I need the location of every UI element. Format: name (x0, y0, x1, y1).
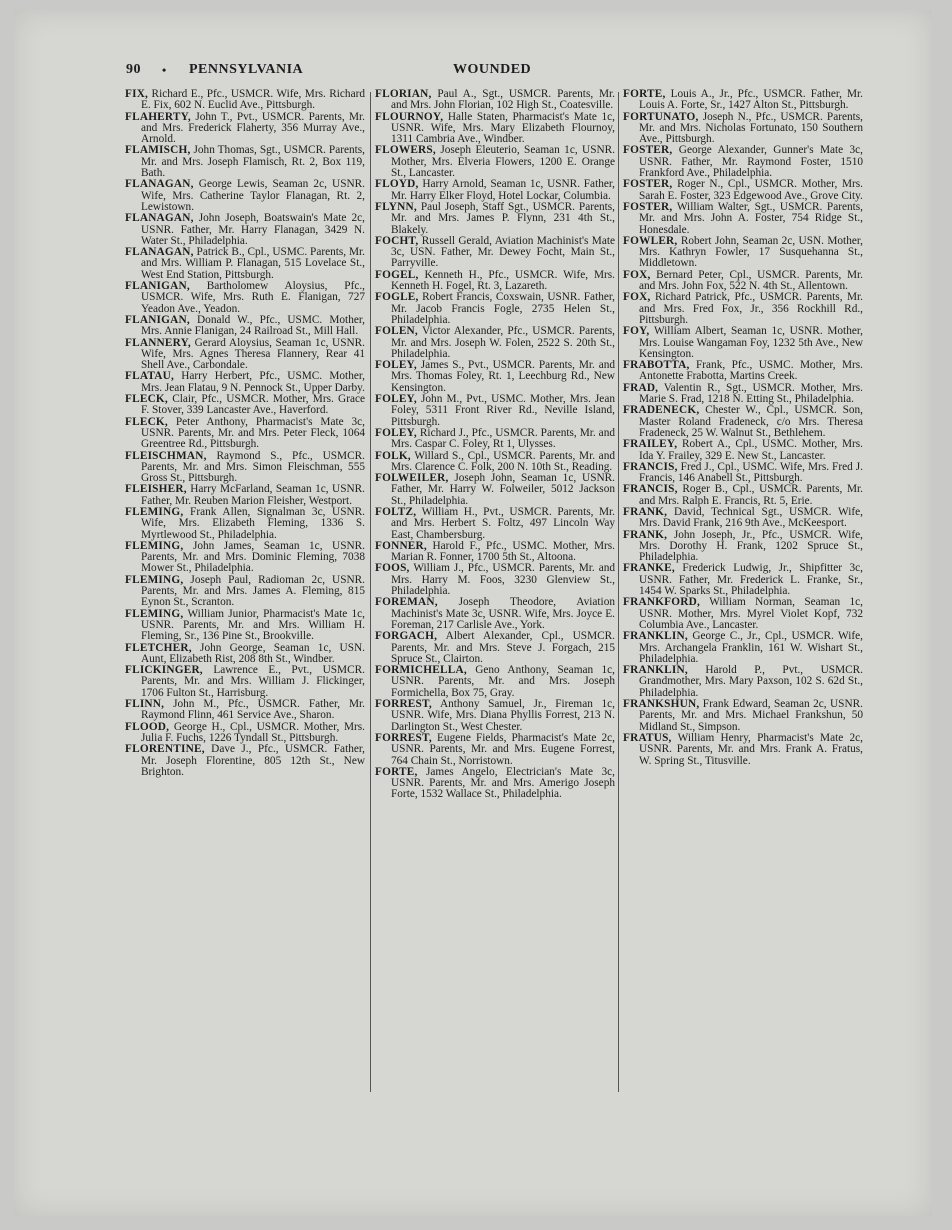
surname: FIX, (125, 88, 149, 100)
surname: FOCHT, (375, 234, 419, 247)
surname: FLANIGAN, (125, 313, 190, 326)
surname: FRANK, (623, 528, 668, 541)
entry-details: Valentin R., Sgt., USMCR. Mother, Mrs. Marie S. Frad, 1218 N. Etting St., Philadelphia. (639, 381, 863, 406)
casualty-entry (623, 665, 863, 699)
casualty-entry (375, 236, 615, 270)
casualty-entry (375, 767, 615, 801)
surname: FOLEY, (375, 359, 417, 372)
entry-details: William Junior, Pharmacist's Mate 1c, USNR. Parents, Mr. and Mrs. William H. Fleming, Sr., 136 Pine St., Brookville. (141, 607, 365, 643)
surname: FOY, (623, 325, 650, 338)
section-heading: WOUNDED (453, 62, 532, 77)
casualty-entry (125, 112, 365, 146)
casualty-entry (623, 597, 863, 631)
casualty-entry (375, 451, 615, 474)
entry-details: William H., Pvt., USMCR. Parents, Mr. and Mrs. Herbert S. Foltz, 497 Lincoln Way East, Chambersburg. (391, 505, 615, 541)
casualty-entry (375, 179, 615, 202)
entry-details: Joseph John, Seaman 1c, USNR. Father, Mr. Harry W. Folweiler, 5012 Jackson St., Philadelphia. (391, 472, 616, 507)
entry-details: William Walter, Sgt., USMCR. Parents, Mr. and Mrs. John A. Foster, 754 Ridge St., Honesdale. (639, 200, 863, 236)
casualty-entry (623, 360, 863, 383)
surname: FOLEN, (375, 325, 418, 338)
casualty-entry (375, 631, 615, 665)
entry-details: Harry McFarland, Seaman 1c, USNR. Father, Mr. Reuben Marion Fleisher, Westport. (141, 483, 365, 507)
surname: FRANCIS, (623, 460, 678, 473)
surname: FLOYD, (375, 178, 419, 191)
casualty-entry (375, 541, 615, 564)
casualty-entry (125, 541, 365, 575)
surname: FLEMING, (125, 505, 184, 518)
entry-details: Clair, Pfc., USMCR. Mother, Mrs. Grace F. Stover, 339 Lancaster Ave., Haverford. (141, 393, 365, 417)
casualty-entry (125, 699, 365, 722)
surname: FONNER, (375, 539, 427, 552)
surname: FRANKFORD, (623, 596, 700, 609)
entry-details: Anthony Samuel, Jr., Fireman 1c, USNR. Wife, Mrs. Diana Phyllis Forrest, 213 N. Darlington St., West Chester. (391, 698, 615, 733)
surname: FLANIGAN, (125, 280, 190, 293)
casualty-entry (125, 213, 365, 247)
casualty-entry (623, 507, 863, 530)
entry-details: Joseph Paul, Radioman 2c, USNR. Parents, Mr. and Mrs. James A. Fleming, 815 Eynon St., Scranton. (141, 573, 365, 609)
surname: FLECK, (125, 415, 168, 428)
entry-details: Geno Anthony, Seaman 1c, USNR. Parents, Mr. and Mrs. Joseph Formichella, Box 75, Gray. (391, 664, 615, 699)
surname: FLETCHER, (125, 641, 192, 654)
surname: FOSTER, (623, 178, 673, 191)
state-heading: PENNSYLVANIA (189, 62, 304, 77)
entry-details: William Henry, Pharmacist's Mate 2c, USNR. Parents, Mr. and Mrs. Frank A. Fratus, W. Spring St., Titusville. (639, 731, 863, 767)
entry-details: Peter Anthony, Pharmacist's Mate 3c, USNR. Parents, Mr. and Mrs. Peter Fleck, 1064 Greentree Rd., Pittsburgh. (141, 415, 365, 451)
casualty-entry (375, 326, 615, 360)
entry-details: Albert Alexander, Cpl., USMCR. Parents, Mr. and Mrs. Steve J. Forgach, 215 Spruce St., Clairton. (391, 630, 616, 665)
surname: FLANNERY, (125, 336, 191, 349)
entry-details: Harry Arnold, Seaman 1c, USNR. Father, Mr. Harry Elker Floyd, Hotel Lockar, Columbia. (391, 178, 616, 202)
entry-details: Paul A., Sgt., USMCR. Parents, Mr. and Mrs. John Florian, 102 High St., Coatesville. (391, 88, 616, 112)
surname: FOWLER, (623, 234, 678, 247)
entry-details: John James, Seaman 1c, USNR. Parents, Mr. and Mrs. Dominic Fleming, 7038 Mower St., Philadelphia. (141, 539, 366, 575)
entry-details: John M., Pfc., USMCR. Father, Mr. Raymond Flinn, 461 Service Ave., Sharon. (141, 698, 366, 722)
surname: FRAILEY, (623, 438, 678, 451)
column-divider (618, 92, 619, 1092)
casualty-entry (125, 484, 365, 507)
casualty-entry (375, 665, 615, 699)
entry-details: Russell Gerald, Aviation Machinist's Mate 3c, USN. Father, Mr. Dewey Focht, Main St., Parryville. (391, 234, 615, 270)
casualty-entry (125, 665, 365, 699)
surname: FLOWERS, (375, 144, 436, 157)
entry-details: Halle Staten, Pharmacist's Mate 1c, USNR. Wife, Mrs. Mary Elizabeth Flournoy, 1311 Cambria Ave., Windber. (391, 110, 616, 146)
casualty-entry (125, 315, 365, 338)
surname: FLECK, (125, 393, 168, 406)
casualty-entry (375, 360, 615, 394)
casualty-entry (375, 202, 615, 236)
surname: FLEMING, (125, 607, 184, 620)
casualty-entry (375, 270, 615, 293)
entry-details: Donald W., Pfc., USMC. Mother, Mrs. Annie Flanigan, 24 Railroad St., Mill Hall. (141, 313, 365, 338)
surname: FOSTER, (623, 200, 673, 213)
entry-details: Raymond S., Pfc., USMCR. Parents, Mr. and Mrs. Simon Fleischman, 555 Gross St., Pittsburgh. (141, 449, 365, 485)
entry-details: William Norman, Seaman 1c, USNR. Mother, Mrs. Myrel Violet Kopf, 732 Columbia Ave., Lancaster. (639, 596, 863, 631)
entry-details: Paul Joseph, Staff Sgt., USMCR. Parents, Mr. and Mrs. James P. Flynn, 231 4th St., Blakely. (391, 200, 615, 236)
casualty-entry (623, 236, 863, 270)
entry-details: John Thomas, Sgt., USMCR. Parents, Mr. and Mrs. Joseph Flamisch, Rt. 2, Box 119, Bath. (141, 144, 365, 180)
casualty-entry (623, 699, 863, 733)
surname: FLANAGAN, (125, 178, 194, 191)
entry-details: Robert Francis, Coxswain, USNR. Father, Mr. Jacob Francis Fogle, 2735 Helen St., Philadelphia. (391, 291, 616, 326)
surname: FLANAGAN, (125, 246, 194, 259)
page-number: 90 (126, 62, 141, 77)
casualty-entry (375, 733, 615, 767)
surname: FLEISCHMAN, (125, 449, 207, 462)
casualty-entry (623, 733, 863, 767)
entry-details: Kenneth H., Pfc., USMCR. Wife, Mrs. Kenneth H. Fogel, Rt. 3, Lazareth. (391, 268, 616, 293)
surname: FORTE, (375, 765, 418, 778)
casualty-entry (125, 247, 365, 281)
entry-details: Robert John, Seaman 2c, USN. Mother, Mrs. Kathryn Fowler, 17 Susquehanna St., Middletown. (639, 234, 863, 270)
entry-details: Joseph Theodore, Aviation Machinist's Mate 3c, USNR. Wife, Mrs. Joyce E. Foreman, 217 Carlisle Ave., York. (391, 596, 615, 631)
casualty-entry (125, 575, 365, 609)
casualty-entry (375, 112, 615, 146)
surname: FOGLE, (375, 291, 419, 304)
entry-details: Bartholomew Aloysius, Pfc., USMCR. Wife, Mrs. Ruth E. Flanigan, 727 Yeadon Ave., Yeadon. (141, 280, 365, 315)
entry-details: John George, Seaman 1c, USN. Aunt, Elizabeth Rist, 208 8th St., Windber. (141, 641, 365, 665)
surname: FRABOTTA, (623, 359, 690, 372)
entry-details: Frank, Pfc., USMC. Mother, Mrs. Antonette Frabotta, Martins Creek. (639, 359, 864, 383)
entry-details: George Alexander, Gunner's Mate 3c, USNR. Father, Mr. Raymond Foster, 1510 Frankford Ave., Philadelphia. (639, 144, 863, 180)
casualty-entry (125, 179, 365, 213)
surname: FORTUNATO, (623, 110, 699, 123)
entry-details: George Lewis, Seaman 2c, USNR. Wife, Mrs. Catherine Taylor Flanagan, Rt. 2, Lewistown. (141, 178, 365, 213)
entry-details: John M., Pvt., USMC. Mother, Mrs. Jean Foley, 5311 Front River Rd., Neville Island, Pittsburgh. (391, 393, 615, 428)
entry-details: Richard E., Pfc., USMCR. Wife, Mrs. Richard E. Fix, 602 N. Euclid Ave., Pittsburgh. (141, 88, 366, 112)
entry-details: George H., Cpl., USMCR. Mother, Mrs. Julia F. Fuchs, 1226 Tyndall St., Pittsburgh. (141, 720, 365, 744)
surname: FOSTER, (623, 144, 673, 157)
casualty-entry (623, 202, 863, 236)
surname: FLYNN, (375, 200, 417, 213)
casualty-entry (375, 428, 615, 451)
surname: FRANCIS, (623, 483, 678, 496)
entry-details: Louis A., Jr., Pfc., USMCR. Father, Mr. Louis A. Forte, Sr., 1427 Alton St., Pittsburgh. (639, 88, 864, 112)
surname: FLAMISCH, (125, 144, 191, 157)
surname: FLOURNOY, (375, 110, 444, 123)
surname: FRANK, (623, 505, 668, 518)
entry-details: Dave J., Pfc., USMCR. Father, Mr. Joseph Florentine, 805 12th St., New Brighton. (141, 743, 366, 778)
entry-details: John T., Pvt., USMCR. Parents, Mr. and Mrs. Frederick Flaherty, 356 Murray Ave., Arnold. (141, 110, 366, 146)
casualty-entry (375, 597, 615, 631)
surname: FRANKLIN, (623, 630, 688, 643)
surname: FLORIAN, (375, 88, 432, 100)
casualty-entry (125, 371, 365, 394)
column-1 (125, 89, 365, 778)
entry-details: Joseph Eleuterio, Seaman 1c, USNR. Mother, Mrs. Elveria Flowers, 1200 E. Orange St., Lancaster. (391, 144, 616, 180)
surname: FOOS, (375, 562, 410, 575)
surname: FLATAU, (125, 370, 174, 383)
surname: FRANKE, (623, 562, 675, 575)
casualty-entry (623, 179, 863, 202)
casualty-entry (125, 451, 365, 485)
surname: FLEMING, (125, 539, 184, 552)
casualty-entry (623, 112, 863, 146)
surname: FLORENTINE, (125, 743, 205, 756)
entry-details: George C., Jr., Cpl., USMCR. Wife, Mrs. Archangela Franklin, 161 W. Wishart St., Philadelphia. (639, 630, 863, 665)
surname: FORTE, (623, 88, 666, 100)
casualty-entry (623, 462, 863, 485)
surname: FRANKLIN, (623, 664, 688, 677)
entry-details: Bernard Peter, Cpl., USMCR. Parents, Mr. and Mrs. John Fox, 522 N. 4th St., Allentown. (639, 268, 863, 293)
casualty-entry (375, 89, 615, 112)
casualty-entry (125, 417, 365, 451)
surname: FOLK, (375, 449, 411, 462)
entry-details: Roger N., Cpl., USMCR. Mother, Mrs. Sarah E. Foster, 323 Edgewood Ave., Grove City. (639, 178, 864, 202)
page-header (0, 62, 952, 84)
casualty-entry (375, 394, 615, 428)
entry-details: David, Technical Sgt., USMCR. Wife, Mrs. David Frank, 216 9th Ave., McKeesport. (639, 505, 863, 530)
entry-details: Frank Allen, Signalman 3c, USNR. Wife, Mrs. Elizabeth Fleming, 1336 S. Myrtlewood St., Philadelphia. (141, 505, 366, 541)
casualty-entry (375, 292, 615, 326)
casualty-entry (125, 609, 365, 643)
column-3 (623, 89, 863, 767)
casualty-entry (623, 326, 863, 360)
surname: FORGACH, (375, 630, 438, 643)
entry-details: William Albert, Seaman 1c, USNR. Mother, Mrs. Louise Wangaman Foy, 1232 5th Ave., New Kensington. (639, 325, 863, 360)
column-2 (375, 89, 615, 801)
entry-details: Victor Alexander, Pfc., USMCR. Parents, Mr. and Mrs. Joseph W. Folen, 2522 S. 20th St., Philadelphia. (391, 325, 615, 360)
surname: FOX, (623, 268, 651, 281)
surname: FLINN, (125, 698, 165, 711)
entry-details: William J., Pfc., USMCR. Parents, Mr. and Mrs. Harry M. Foos, 3230 Glenview St., Philadelphia. (391, 562, 615, 598)
entry-details: James Angelo, Electrician's Mate 3c, USNR. Parents, Mr. and Mrs. Amerigo Joseph Forte, 1532 Wallace St., Philadelphia. (391, 765, 615, 801)
casualty-entry (623, 530, 863, 564)
column-divider (370, 92, 371, 1092)
entry-details: Frederick Ludwig, Jr., Shipfitter 3c, USNR. Father, Mr. Frederick L. Franke, Sr., 1454 W. Sparks St., Philadelphia. (639, 562, 863, 598)
entry-details: Roger B., Cpl., USMCR. Parents, Mr. and Mrs. Ralph E. Francis, Rt. 5, Erie. (639, 483, 863, 507)
surname: FLOOD, (125, 720, 170, 733)
entry-details: Patrick B., Cpl., USMC. Parents, Mr. and Mrs. William P. Flanagan, 515 Lovelace St., West End Station, Pittsburgh. (141, 246, 365, 281)
entry-details: Robert A., Cpl., USMC. Mother, Mrs. Ida Y. Frailey, 329 E. New St., Lancaster. (639, 438, 863, 462)
casualty-entry (375, 145, 615, 179)
casualty-entry (375, 473, 615, 507)
casualty-entry (623, 145, 863, 179)
casualty-entry (125, 722, 365, 745)
surname: FOX, (623, 291, 651, 304)
surname: FRADENECK, (623, 404, 700, 417)
surname: FOLWEILER, (375, 472, 449, 485)
casualty-entry (125, 281, 365, 315)
entry-details: Lawrence E., Pvt., USMCR. Parents, Mr. and Mrs. William J. Flickinger, 1706 Fulton St., Harrisburg. (141, 664, 365, 699)
casualty-entry (623, 405, 863, 439)
surname: FORREST, (375, 731, 432, 744)
entry-details: Harry Herbert, Pfc., USMC. Mother, Mrs. Jean Flatau, 9 N. Pennock St., Upper Darby. (141, 370, 365, 394)
surname: FOLEY, (375, 426, 417, 439)
surname: FRAD, (623, 381, 659, 394)
surname: FLEISHER, (125, 483, 187, 496)
casualty-entry (125, 744, 365, 778)
entry-details: Willard S., Cpl., USMCR. Parents, Mr. and Mrs. Clarence C. Folk, 200 N. 10th St., Reading. (391, 449, 615, 473)
surname: FLEMING, (125, 573, 184, 586)
surname: FORMICHELLA, (375, 664, 467, 677)
entry-details: Eugene Fields, Pharmacist's Mate 2c, USNR. Parents, Mr. and Mrs. Eugene Forrest, 764 Chain St., Norristown. (391, 731, 615, 767)
surname: FOGEL, (375, 268, 419, 281)
entry-details: Chester W., Cpl., USMCR. Son, Master Roland Fradeneck, c/o Mrs. Theresa Fradeneck, 25 W. Walnut St., Bethlehem. (639, 404, 863, 439)
surname: FOLTZ, (375, 505, 417, 518)
casualty-entry (125, 145, 365, 179)
surname: FRANKSHUN, (623, 698, 700, 711)
entry-details: Gerard Aloysius, Seaman 1c, USNR. Wife, Mrs. Agnes Theresa Flannery, Rear 41 Shell Ave., Carbondale. (141, 336, 365, 372)
casualty-entry (623, 270, 863, 293)
surname: FORREST, (375, 698, 432, 711)
casualty-entry (125, 394, 365, 417)
casualty-entry (623, 439, 863, 462)
casualty-entry (375, 563, 615, 597)
surname: FOLEY, (375, 393, 417, 406)
casualty-entry (375, 507, 615, 541)
casualty-entry (125, 338, 365, 372)
bullet-icon: • (162, 63, 167, 77)
surname: FLICKINGER, (125, 664, 203, 677)
entry-details: Richard Patrick, Pfc., USMCR. Parents, Mr. and Mrs. Fred Fox, Jr., 356 Rockhill Rd., Pittsburgh. (639, 291, 863, 326)
casualty-entry (125, 89, 365, 112)
entry-details: Richard J., Pfc., USMCR. Parents, Mr. and Mrs. Caspar C. Foley, Rt 1, Ulysses. (391, 426, 615, 451)
entry-details: Joseph N., Pfc., USMCR. Parents, Mr. and Mrs. Nicholas Fortunato, 150 Southern Ave., Pittsburgh. (639, 110, 863, 146)
surname: FOREMAN, (375, 596, 438, 609)
casualty-entry (125, 507, 365, 541)
entry-details: Harold P., Pvt., USMCR. Grandmother, Mrs. Mary Paxson, 102 S. 62d St., Philadelphia. (639, 664, 864, 699)
casualty-entry (623, 383, 863, 406)
entry-details: Harold F., Pfc., USMC. Mother, Mrs. Marian R. Fonner, 1700 5th St., Altoona. (391, 539, 615, 564)
surname: FRATUS, (623, 731, 672, 744)
casualty-entry (623, 292, 863, 326)
entry-details: James S., Pvt., USMCR. Parents, Mr. and Mrs. Thomas Foley, Rt. 1, Leechburg Rd., New Kensington. (391, 359, 616, 394)
surname: FLANAGAN, (125, 212, 194, 225)
entry-details: Fred J., Cpl., USMC. Wife, Mrs. Fred J. Francis, 146 Anabell St., Pittsburgh. (639, 460, 863, 485)
entry-details: John Joseph, Boatswain's Mate 2c, USNR. Father, Mr. Harry Flanagan, 3429 N. Water St., Philadelphia. (141, 212, 365, 247)
casualty-entry (623, 89, 863, 112)
entry-details: John Joseph, Jr., Pfc., USMCR. Wife, Mrs. Dorothy H. Frank, 1202 Spruce St., Philadelphia. (639, 528, 863, 564)
casualty-entry (375, 699, 615, 733)
entry-details: Frank Edward, Seaman 2c, USNR. Parents, Mr. and Mrs. Michael Frankshun, 50 Midland St., Simpson. (639, 698, 863, 733)
casualty-entry (623, 631, 863, 665)
casualty-entry (623, 563, 863, 597)
casualty-entry (623, 484, 863, 507)
surname: FLAHERTY, (125, 110, 191, 123)
casualty-entry (125, 643, 365, 666)
